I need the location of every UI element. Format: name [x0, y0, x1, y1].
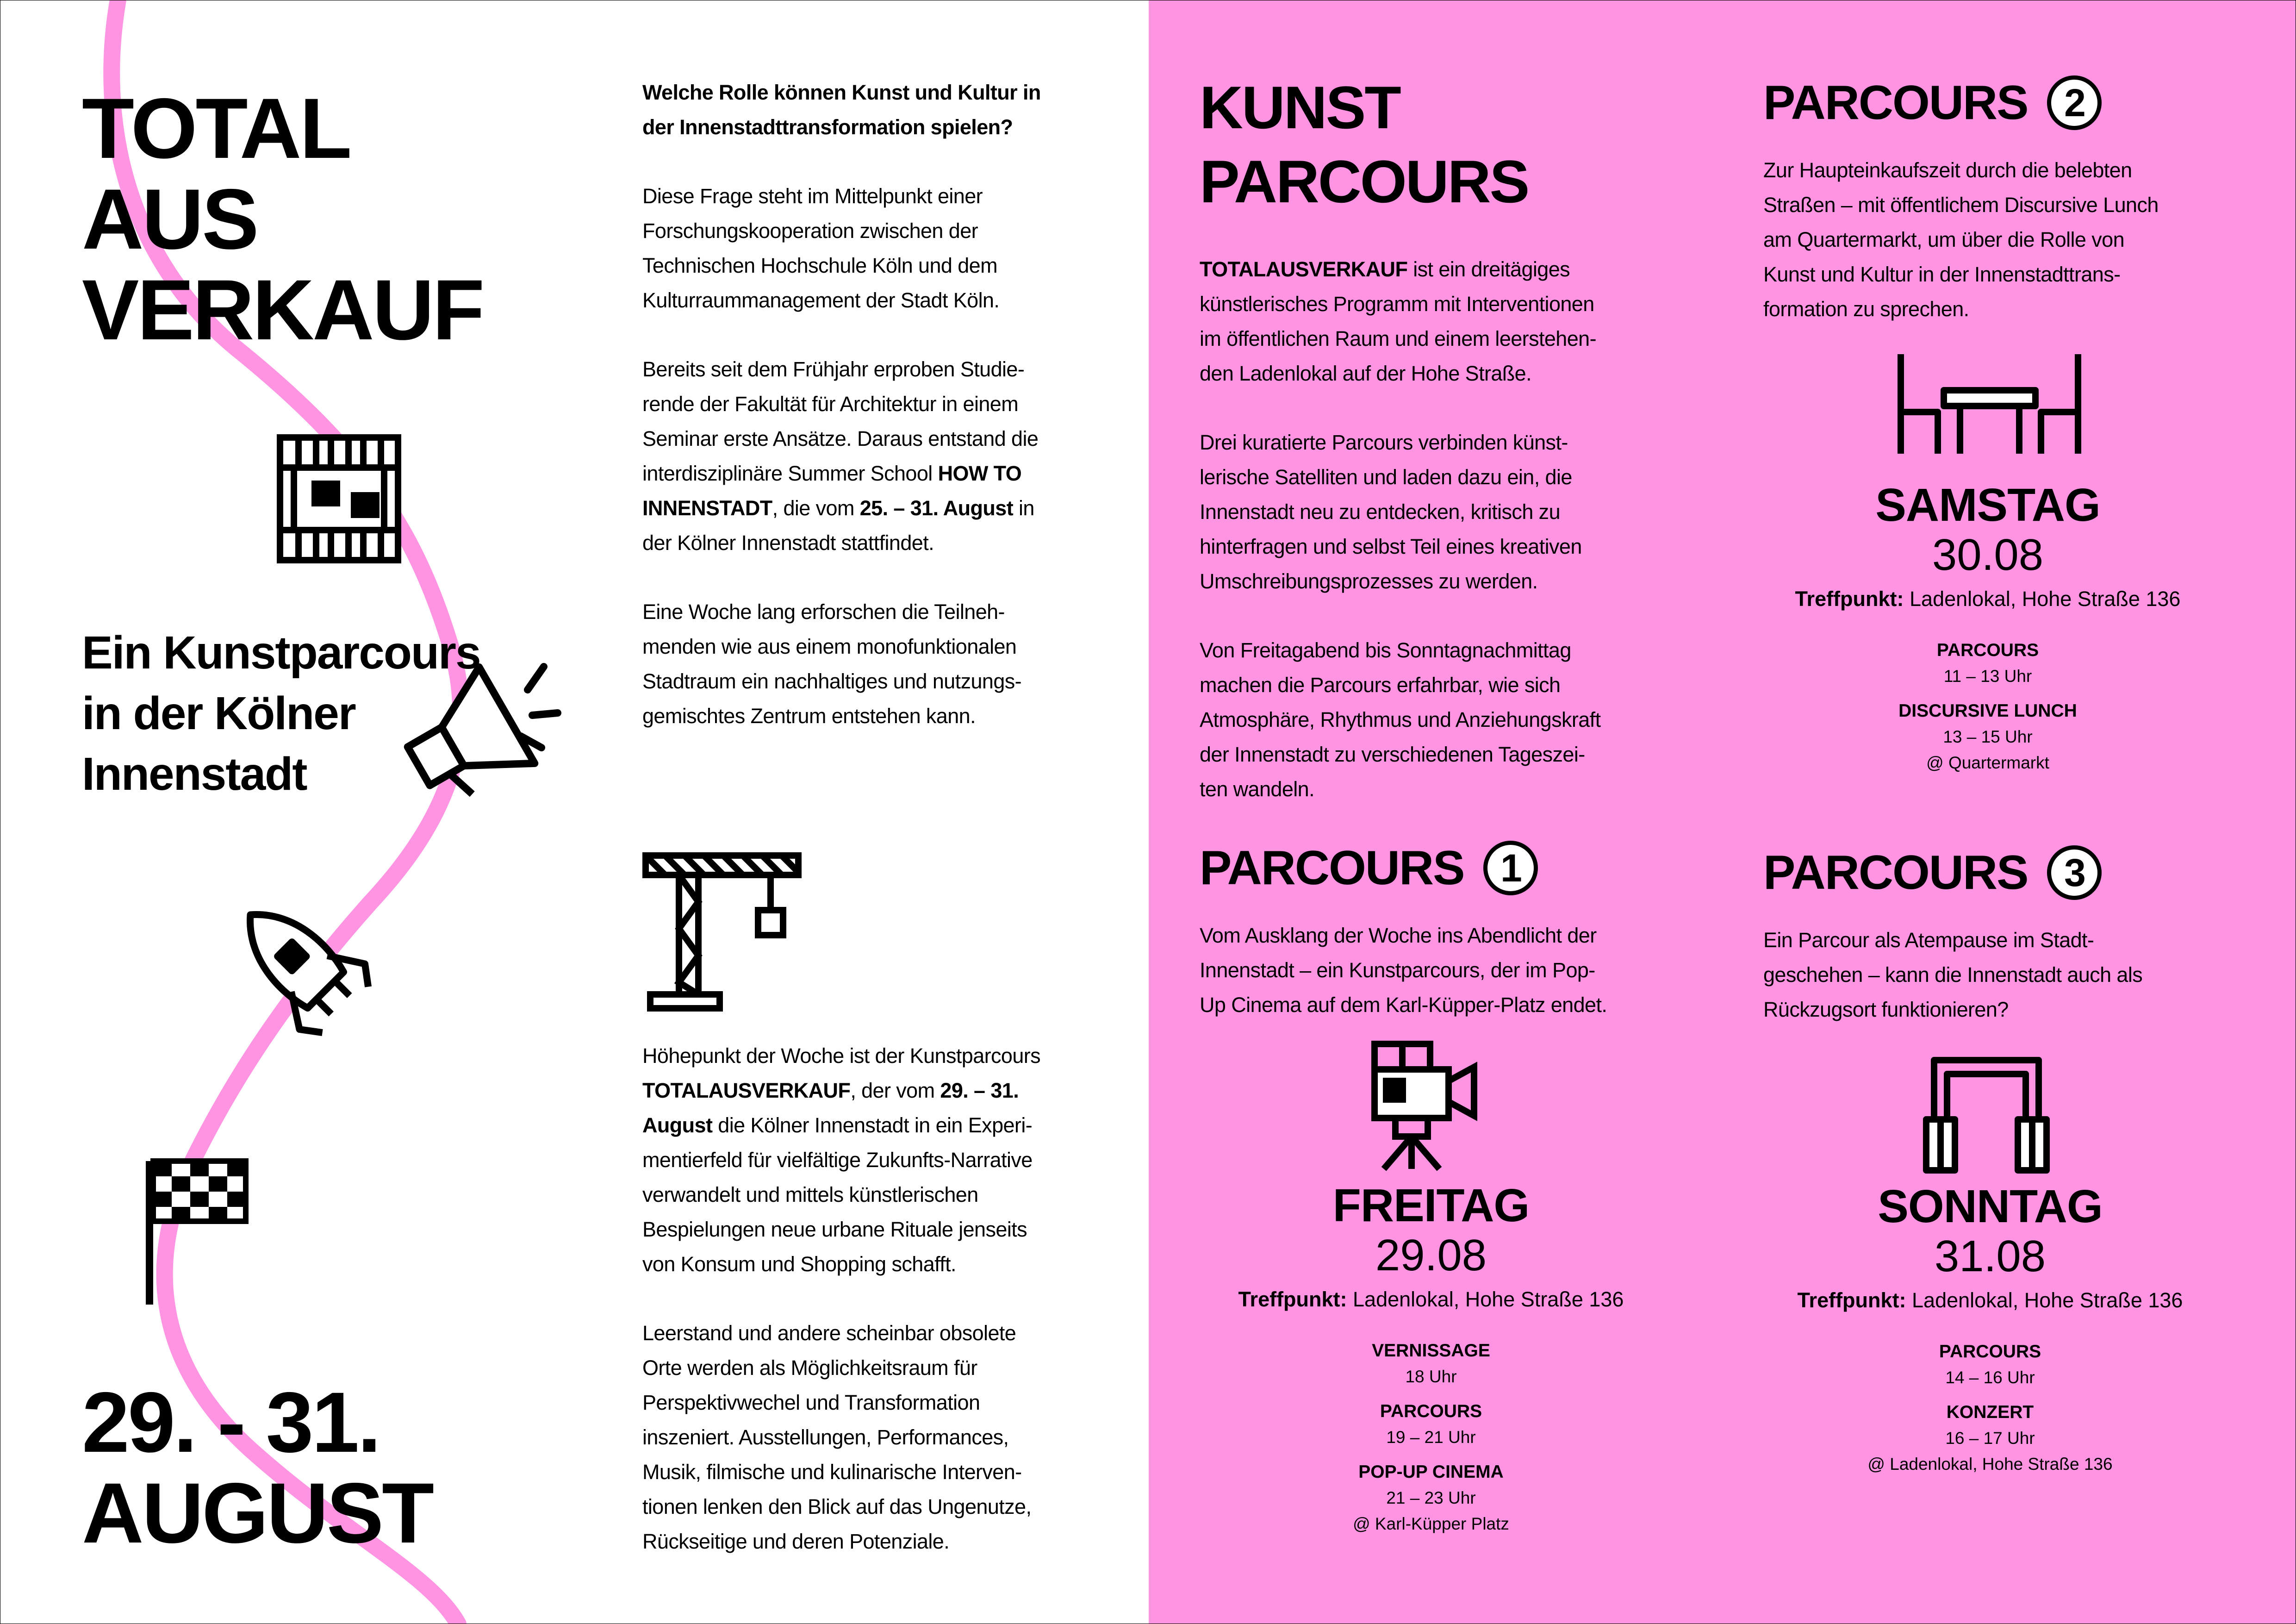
intro-text-bottom — [642, 1038, 1105, 1593]
headphones-icon — [1926, 1060, 2047, 1170]
main-title — [82, 83, 483, 356]
text-line: Umschreibungsprozesses zu werden. — [1200, 569, 1538, 593]
parcours-number-badge: 1 — [1483, 841, 1538, 895]
text-run: die Kölner Innenstadt in ein Experi- — [712, 1113, 1033, 1137]
text-line: Technischen Hochschule Köln und dem — [642, 254, 997, 277]
text-line: der Innenstadt zu verschiedenen Tageszei- — [1200, 743, 1585, 766]
text-run: ist ein dreitägiges — [1407, 257, 1570, 281]
event-date — [82, 1377, 432, 1559]
section-title-line: PARCOURS — [1200, 148, 1529, 215]
text-line: Rückzugsort funktionieren? — [1763, 998, 2009, 1021]
section-title-line: KUNST — [1200, 74, 1400, 141]
schedule-time: 16 – 17 Uhr — [1945, 1429, 2035, 1448]
text-line: Straßen – mit öffentlichem Discursive Lunch — [1763, 193, 2159, 217]
schedule — [1756, 637, 2219, 776]
schedule-time: 13 – 15 Uhr — [1943, 727, 2033, 746]
schedule — [1759, 1339, 2221, 1477]
main-title-line: TOTAL — [82, 81, 350, 176]
text-line: den Ladenlokal auf der Hohe Straße. — [1200, 362, 1531, 385]
subtitle-line: Innenstadt — [82, 748, 307, 800]
parcours-2-section — [1763, 70, 2272, 326]
intro-paragraph-3 — [642, 594, 1105, 733]
parcours-heading-text: PARCOURS — [1763, 846, 2028, 899]
text-line: der Kölner Innenstadt stattfindet. — [642, 531, 934, 555]
schedule-label: DISCURSIVE LUNCH — [1898, 701, 2077, 721]
intro-paragraph-4 — [642, 1038, 1105, 1281]
text-line: lerische Satelliten und laden dazu ein, die — [1200, 465, 1572, 489]
text-line: formation zu sprechen. — [1763, 297, 1969, 321]
parcours-heading-text: PARCOURS — [1763, 76, 2028, 130]
kunst-paragraph-3 — [1200, 633, 1709, 806]
text-line: Von Freitagabend bis Sonntagnachmittag — [1200, 638, 1571, 662]
text-line: Innenstadt neu zu entdecken, kritisch zu — [1200, 500, 1560, 524]
text-line: Eine Woche lang erforschen die Teilneh- — [642, 600, 1005, 624]
intro-paragraph-2 — [642, 352, 1105, 560]
meeting-point-place: Ladenlokal, Hohe Straße 136 — [1906, 1288, 2183, 1312]
text-run: interdisziplinäre Summer School — [642, 462, 938, 485]
day-date: 31.08 — [1934, 1231, 2046, 1281]
parcours-3-section — [1763, 840, 2272, 1027]
schedule-label: VERNISSAGE — [1372, 1341, 1490, 1361]
rocket-icon — [218, 882, 378, 1042]
text-line: am Quartermarkt, um über die Rolle von — [1763, 228, 2125, 251]
schedule-location: @ Quartermarkt — [1926, 753, 2049, 772]
text-run: , der vom — [850, 1079, 940, 1102]
main-title-line: VERKAUF — [82, 262, 483, 358]
meeting-point-place: Ladenlokal, Hohe Straße 136 — [1904, 587, 2181, 611]
film-camera-icon — [1375, 1044, 1474, 1169]
text-run: , die vom — [772, 496, 860, 520]
text-line: Diese Frage steht im Mittelpunkt einer — [642, 184, 983, 208]
text-line: der Innenstadttransformation spielen? — [642, 115, 1013, 139]
text-line: verwandelt und mittels künstlerischen — [642, 1183, 978, 1206]
text-line: machen die Parcours erfahrbar, wie sich — [1200, 673, 1561, 697]
main-title-line: AUS — [82, 172, 257, 267]
day-label: FREITAG — [1332, 1180, 1530, 1231]
text-line: Orte werden als Möglichkeitsraum für — [642, 1356, 977, 1380]
parcours-heading — [1200, 836, 1709, 900]
parcours-heading — [1763, 840, 2272, 905]
table-chairs-icon — [1901, 354, 2078, 454]
text-line: Welche Rolle können Kunst und Kultur in — [642, 81, 1041, 104]
crane-icon — [646, 856, 798, 1008]
text-line — [1200, 252, 1709, 287]
subtitle-line: in der Kölner — [82, 687, 355, 739]
parcours-3-details — [1759, 1181, 2221, 1477]
highlight-text: INNENSTADT — [642, 496, 772, 520]
intro-question — [642, 75, 1105, 144]
schedule-label: POP-UP CINEMA — [1358, 1462, 1504, 1482]
schedule-time: 18 Uhr — [1405, 1367, 1457, 1386]
parcours-1-details — [1200, 1181, 1662, 1537]
intro-paragraph-5 — [642, 1316, 1105, 1559]
day-label: SAMSTAG — [1875, 479, 2100, 531]
text-line: Atmosphäre, Rhythmus und Anziehungskraft — [1200, 708, 1601, 731]
schedule-time: 11 – 13 Uhr — [1943, 667, 2032, 686]
text-line: künstlerisches Programm mit Interventionen — [1200, 292, 1594, 316]
parcours-number-badge: 3 — [2047, 845, 2102, 900]
text-line — [642, 456, 1105, 491]
text-run: in — [1013, 496, 1034, 520]
text-line: tionen lenken den Blick auf das Ungenutze, — [642, 1495, 1032, 1518]
film-strip-icon — [280, 437, 398, 560]
schedule-label: PARCOURS — [1380, 1401, 1482, 1421]
text-line: menden wie aus einem monofunktionalen — [642, 635, 1017, 658]
text-line: Seminar erste Ansätze. Daraus entstand die — [642, 427, 1039, 450]
text-line: Vom Ausklang der Woche ins Abendlicht der — [1200, 924, 1597, 947]
parcours-2-details — [1756, 480, 2219, 776]
megaphone-sound-lines — [521, 667, 558, 748]
text-line: Ein Parcour als Atempause im Stadt- — [1763, 928, 2094, 952]
text-line: Forschungskooperation zwischen der — [642, 219, 978, 243]
highlight-text: 29. – 31. — [940, 1079, 1019, 1102]
highlight-text: HOW TO — [938, 462, 1022, 485]
highlight-text: August — [642, 1113, 713, 1137]
text-line: geschehen – kann die Innenstadt auch als — [1763, 963, 2143, 987]
schedule — [1200, 1338, 1662, 1537]
text-line: im öffentlichen Raum und einem leerstehen- — [1200, 327, 1596, 350]
event-date-line: 29. - 31. — [82, 1375, 380, 1470]
meeting-point-label: Treffpunkt: — [1797, 1288, 1906, 1312]
schedule-time: 14 – 16 Uhr — [1945, 1368, 2035, 1387]
highlight-text: TOTALAUSVERKAUF — [642, 1079, 851, 1102]
text-line: rende der Fakultät für Architektur in einem — [642, 392, 1019, 416]
schedule-time: 21 – 23 Uhr — [1386, 1488, 1476, 1507]
parcours-heading-text: PARCOURS — [1200, 841, 1464, 895]
day-label: SONNTAG — [1878, 1181, 2103, 1232]
meeting-point — [1759, 1284, 2221, 1317]
intro-paragraph-1 — [642, 179, 1105, 318]
schedule-time: 19 – 21 Uhr — [1386, 1428, 1476, 1447]
meeting-point-label: Treffpunkt: — [1795, 587, 1904, 611]
day-date: 29.08 — [1375, 1230, 1487, 1280]
text-line: Bereits seit dem Frühjahr erproben Studie- — [642, 357, 1025, 381]
text-line: Innenstadt – ein Kunstparcours, der im Pop- — [1200, 958, 1595, 982]
text-line: mentierfeld für vielfältige Zukunfts-Narrative — [642, 1148, 1033, 1172]
text-line — [642, 1073, 1105, 1108]
text-line — [642, 1108, 1105, 1143]
meeting-point — [1200, 1283, 1662, 1316]
subtitle — [82, 623, 480, 805]
schedule-label: PARCOURS — [1936, 640, 2039, 660]
text-line: Up Cinema auf dem Karl-Küpper-Platz endet. — [1200, 993, 1607, 1017]
meeting-point-label: Treffpunkt: — [1238, 1287, 1347, 1311]
subtitle-line: Ein Kunstparcours — [82, 627, 480, 679]
text-line: Kulturraummanagement der Stadt Köln. — [642, 288, 1000, 312]
text-line: Musik, filmische und kulinarische Interven- — [642, 1460, 1022, 1484]
text-line: Höhepunkt der Woche ist der Kunstparcours — [642, 1044, 1041, 1068]
text-line — [642, 491, 1105, 525]
text-line: Perspektivwechel und Transformation — [642, 1391, 980, 1414]
text-line: inszeniert. Ausstellungen, Performances, — [642, 1425, 1009, 1449]
kunst-paragraph-2 — [1200, 425, 1709, 599]
highlight-text: 25. – 31. August — [859, 496, 1014, 520]
meeting-point — [1756, 583, 2219, 615]
schedule-label: PARCOURS — [1939, 1342, 2041, 1362]
text-line: von Konsum und Shopping schafft. — [642, 1252, 956, 1276]
text-line: Kunst und Kultur in der Innenstadttrans- — [1763, 262, 2121, 286]
schedule-location: @ Karl-Küpper Platz — [1353, 1514, 1509, 1533]
event-date-line: AUGUST — [82, 1466, 433, 1561]
parcours-1-section — [1200, 836, 1709, 1022]
text-line: ten wandeln. — [1200, 777, 1314, 801]
text-line: Zur Haupteinkaufszeit durch die belebten — [1763, 158, 2132, 182]
intro-text-top — [642, 75, 1105, 768]
kunst-parcours-section — [1200, 70, 1709, 841]
text-line: Rückseitige und deren Potenziale. — [642, 1530, 950, 1553]
highlight-text: TOTALAUSVERKAUF — [1200, 257, 1408, 281]
parcours-heading — [1763, 70, 2272, 135]
schedule-location: @ Ladenlokal, Hohe Straße 136 — [1867, 1455, 2113, 1474]
text-line: Stadtraum ein nachhaltiges und nutzungs- — [642, 669, 1022, 693]
parcours-number-badge: 2 — [2047, 75, 2102, 130]
text-line: gemischtes Zentrum entstehen kann. — [642, 704, 976, 728]
meeting-point-place: Ladenlokal, Hohe Straße 136 — [1347, 1287, 1624, 1311]
day-date: 30.08 — [1932, 530, 2044, 580]
kunst-paragraph-1 — [1200, 252, 1709, 391]
schedule-label: KONZERT — [1946, 1402, 2034, 1422]
text-line: Leerstand und andere scheinbar obsolete — [642, 1321, 1016, 1345]
text-line: hinterfragen und selbst Teil eines kreativen — [1200, 535, 1582, 558]
text-line: Bespielungen neue urbane Rituale jenseits — [642, 1218, 1027, 1241]
text-line: Drei kuratierte Parcours verbinden künst- — [1200, 431, 1568, 454]
